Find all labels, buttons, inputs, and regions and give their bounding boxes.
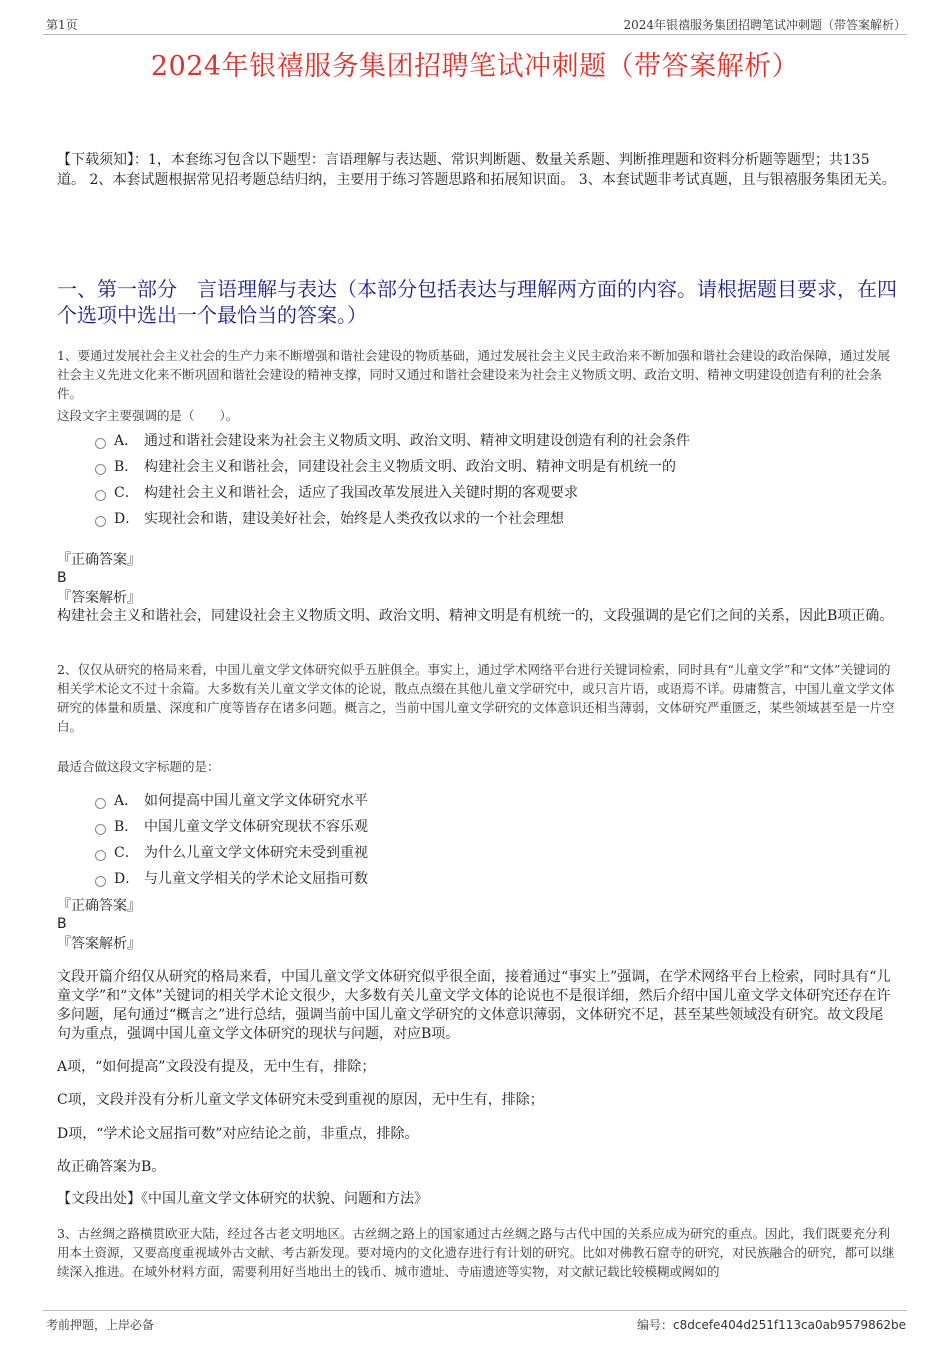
radio-icon[interactable]: [95, 824, 106, 835]
q2-option-a[interactable]: [95, 790, 368, 810]
q1-stem: 1、要通过发展社会主义社会的生产力来不断增强和谐社会建设的物质基础，通过发展社会主义民主政治来不断加强和谐社会建设的政治保障，通过发展社会主义先进文化来不断巩固和谐社会建设的精神支撑，同时又通过和谐社会建设来为社会主义物质文明、政治文明、精神文明建设创造有利的社会条件。: [57, 348, 890, 401]
running-title: 2024年银禧服务集团招聘笔试冲刺题（带答案解析）: [623, 18, 906, 32]
header-divider: [43, 34, 907, 35]
radio-icon[interactable]: [95, 850, 106, 861]
radio-icon[interactable]: [95, 798, 106, 809]
page-title: 2024年银禧服务集团招聘笔试冲刺题（带答案解析）: [150, 51, 800, 82]
option-text: 为什么儿童文学文体研究未受到重视: [144, 845, 368, 861]
radio-icon[interactable]: [95, 490, 106, 501]
option-letter: C．: [114, 485, 139, 501]
q1-prompt: 这段文字主要强调的是（ ）。: [57, 408, 239, 423]
download-notice: 【下载须知】：1，本套练习包含以下题型：言语理解与表达题、常识判断题、数量关系题、判断推理题和资料分析题等题型；共135道。 2、本套试题根据常见招考题总结归纳，主要用于练习答题思路和拓展知识面。 3、本套试题非考试真题，且与银禧服务集团无关。: [57, 152, 896, 188]
q1-answer-label: 『正确答案』: [57, 552, 141, 568]
q2-note-a: A项，“如何提高”文段没有提及，无中生有，排除；: [57, 1059, 376, 1075]
option-text: 通过和谐社会建设来为社会主义物质文明、政治文明、精神文明建设创造有利的社会条件: [144, 433, 690, 449]
option-text: 如何提高中国儿童文学文体研究水平: [144, 793, 368, 809]
q1-answer: B: [57, 570, 67, 586]
option-letter: A．: [114, 433, 139, 449]
q2-conclusion: 故正确答案为B。: [57, 1159, 166, 1175]
option-letter: A．: [114, 793, 139, 809]
page-number: 第1页: [46, 18, 78, 32]
option-letter: B．: [114, 819, 139, 835]
option-text: 中国儿童文学文体研究现状不容乐观: [144, 819, 368, 835]
footer-slogan: 考前押题，上岸必备: [46, 1318, 155, 1332]
q2-option-c[interactable]: [95, 842, 368, 862]
q3-stem: 3、古丝绸之路横贯欧亚大陆，经过各古老文明地区。古丝绸之路上的国家通过古丝绸之路与古代中国的关系应成为研究的重点。因此，我们既要充分利用本土资源，又要高度重视域外古文献、考古新发现。要对境内的文化遗存进行有计划的研究。比如对佛教石窟寺的研究，对民族融合的研究，都可以继续深入推进。在域外材料方面，需要利用好当地出土的钱币、城市遗址、寺庙遗迹等实物，对文献记载比较模糊或阙如的: [57, 1226, 895, 1279]
q1-option-c[interactable]: [95, 482, 578, 502]
footer-code-value: c8dcefe404d251f113ca0ab9579862be: [673, 1318, 906, 1332]
footer-divider: [43, 1310, 907, 1311]
footer-code-label: 编号：: [636, 1318, 673, 1332]
q2-source: 【文段出处】《中国儿童文学文体研究的状貌、问题和方法》: [57, 1191, 428, 1207]
radio-icon[interactable]: [95, 438, 106, 449]
q1-option-a[interactable]: [95, 430, 690, 450]
option-text: 实现社会和谐，建设美好社会，始终是人类孜孜以求的一个社会理想: [144, 511, 564, 527]
option-letter: D．: [114, 511, 140, 527]
q2-option-b[interactable]: [95, 816, 368, 836]
option-text: 与儿童文学相关的学术论文屈指可数: [144, 871, 368, 887]
q2-analysis: 文段开篇介绍仅从研究的格局来看，中国儿童文学文体研究似乎很全面，接着通过“事实上”强调，在学术网络平台上检索，同时具有“儿童文学”和“文体”关键词的相关学术论文很少，大多数有关儿童文学文体的论说也不是很详细，然后介绍中国儿童文学文体研究还存在许多问题，尾句通过“概言之”进行总结，强调当前中国儿童文学研究的文体意识薄弱，文体研究不足，甚至某些领域没有研究。故文段尾句为重点，强调中国儿童文学文体研究的现状与问题，对应B项。: [57, 969, 891, 1042]
q2-note-c: C项，文段并没有分析儿童文学文体研究未受到重视的原因，无中生有，排除；: [57, 1092, 544, 1108]
option-letter: D．: [114, 871, 140, 887]
option-letter: B．: [114, 459, 139, 475]
q1-option-d[interactable]: [95, 508, 564, 528]
q2-answer: B: [57, 916, 67, 932]
option-text: 构建社会主义和谐社会，同建设社会主义物质文明、政治文明、精神文明是有机统一的: [144, 459, 676, 475]
radio-icon[interactable]: [95, 876, 106, 887]
q1-analysis: 构建社会主义和谐社会，同建设社会主义物质文明、政治文明、精神文明是有机统一的，文段强调的是它们之间的关系，因此B项正确。: [57, 608, 894, 624]
option-text: 构建社会主义和谐社会，适应了我国改革发展进入关键时期的客观要求: [144, 485, 578, 501]
radio-icon[interactable]: [95, 464, 106, 475]
radio-icon[interactable]: [95, 516, 106, 527]
q1-option-b[interactable]: [95, 456, 676, 476]
q2-note-d: D项，“学术论文屈指可数”对应结论之前，非重点，排除。: [57, 1126, 419, 1142]
q1-analysis-label: 『答案解析』: [57, 590, 141, 606]
q2-answer-label: 『正确答案』: [57, 898, 141, 914]
q2-prompt: 最适合做这段文字标题的是：: [57, 759, 220, 774]
footer-code: [637, 1316, 906, 1333]
q2-stem: 2、仅仅从研究的格局来看，中国儿童文学文体研究似乎五脏俱全。事实上，通过学术网络平台进行关键词检索，同时具有“儿童文学”和“文体”关键词的相关学术论文不过十余篇。大多数有关儿童文学文体的论说，散点点缀在其他儿童文学研究中，或只言片语，或语焉不详。毋庸赘言，中国儿童文学文体研究的体量和质量、深度和广度等皆存在诸多问题。概言之，当前中国儿童文学研究的文体意识还相当薄弱，文体研究严重匮乏，某些领域甚至是一片空白。: [57, 662, 895, 734]
q2-option-d[interactable]: [95, 868, 368, 888]
option-letter: C．: [114, 845, 139, 861]
section-heading: 一、第一部分 言语理解与表达（本部分包括表达与理解两方面的内容。请根据题目要求，在四个选项中选出一个最恰当的答案。）: [57, 277, 897, 327]
q2-analysis-label: 『答案解析』: [57, 936, 141, 952]
